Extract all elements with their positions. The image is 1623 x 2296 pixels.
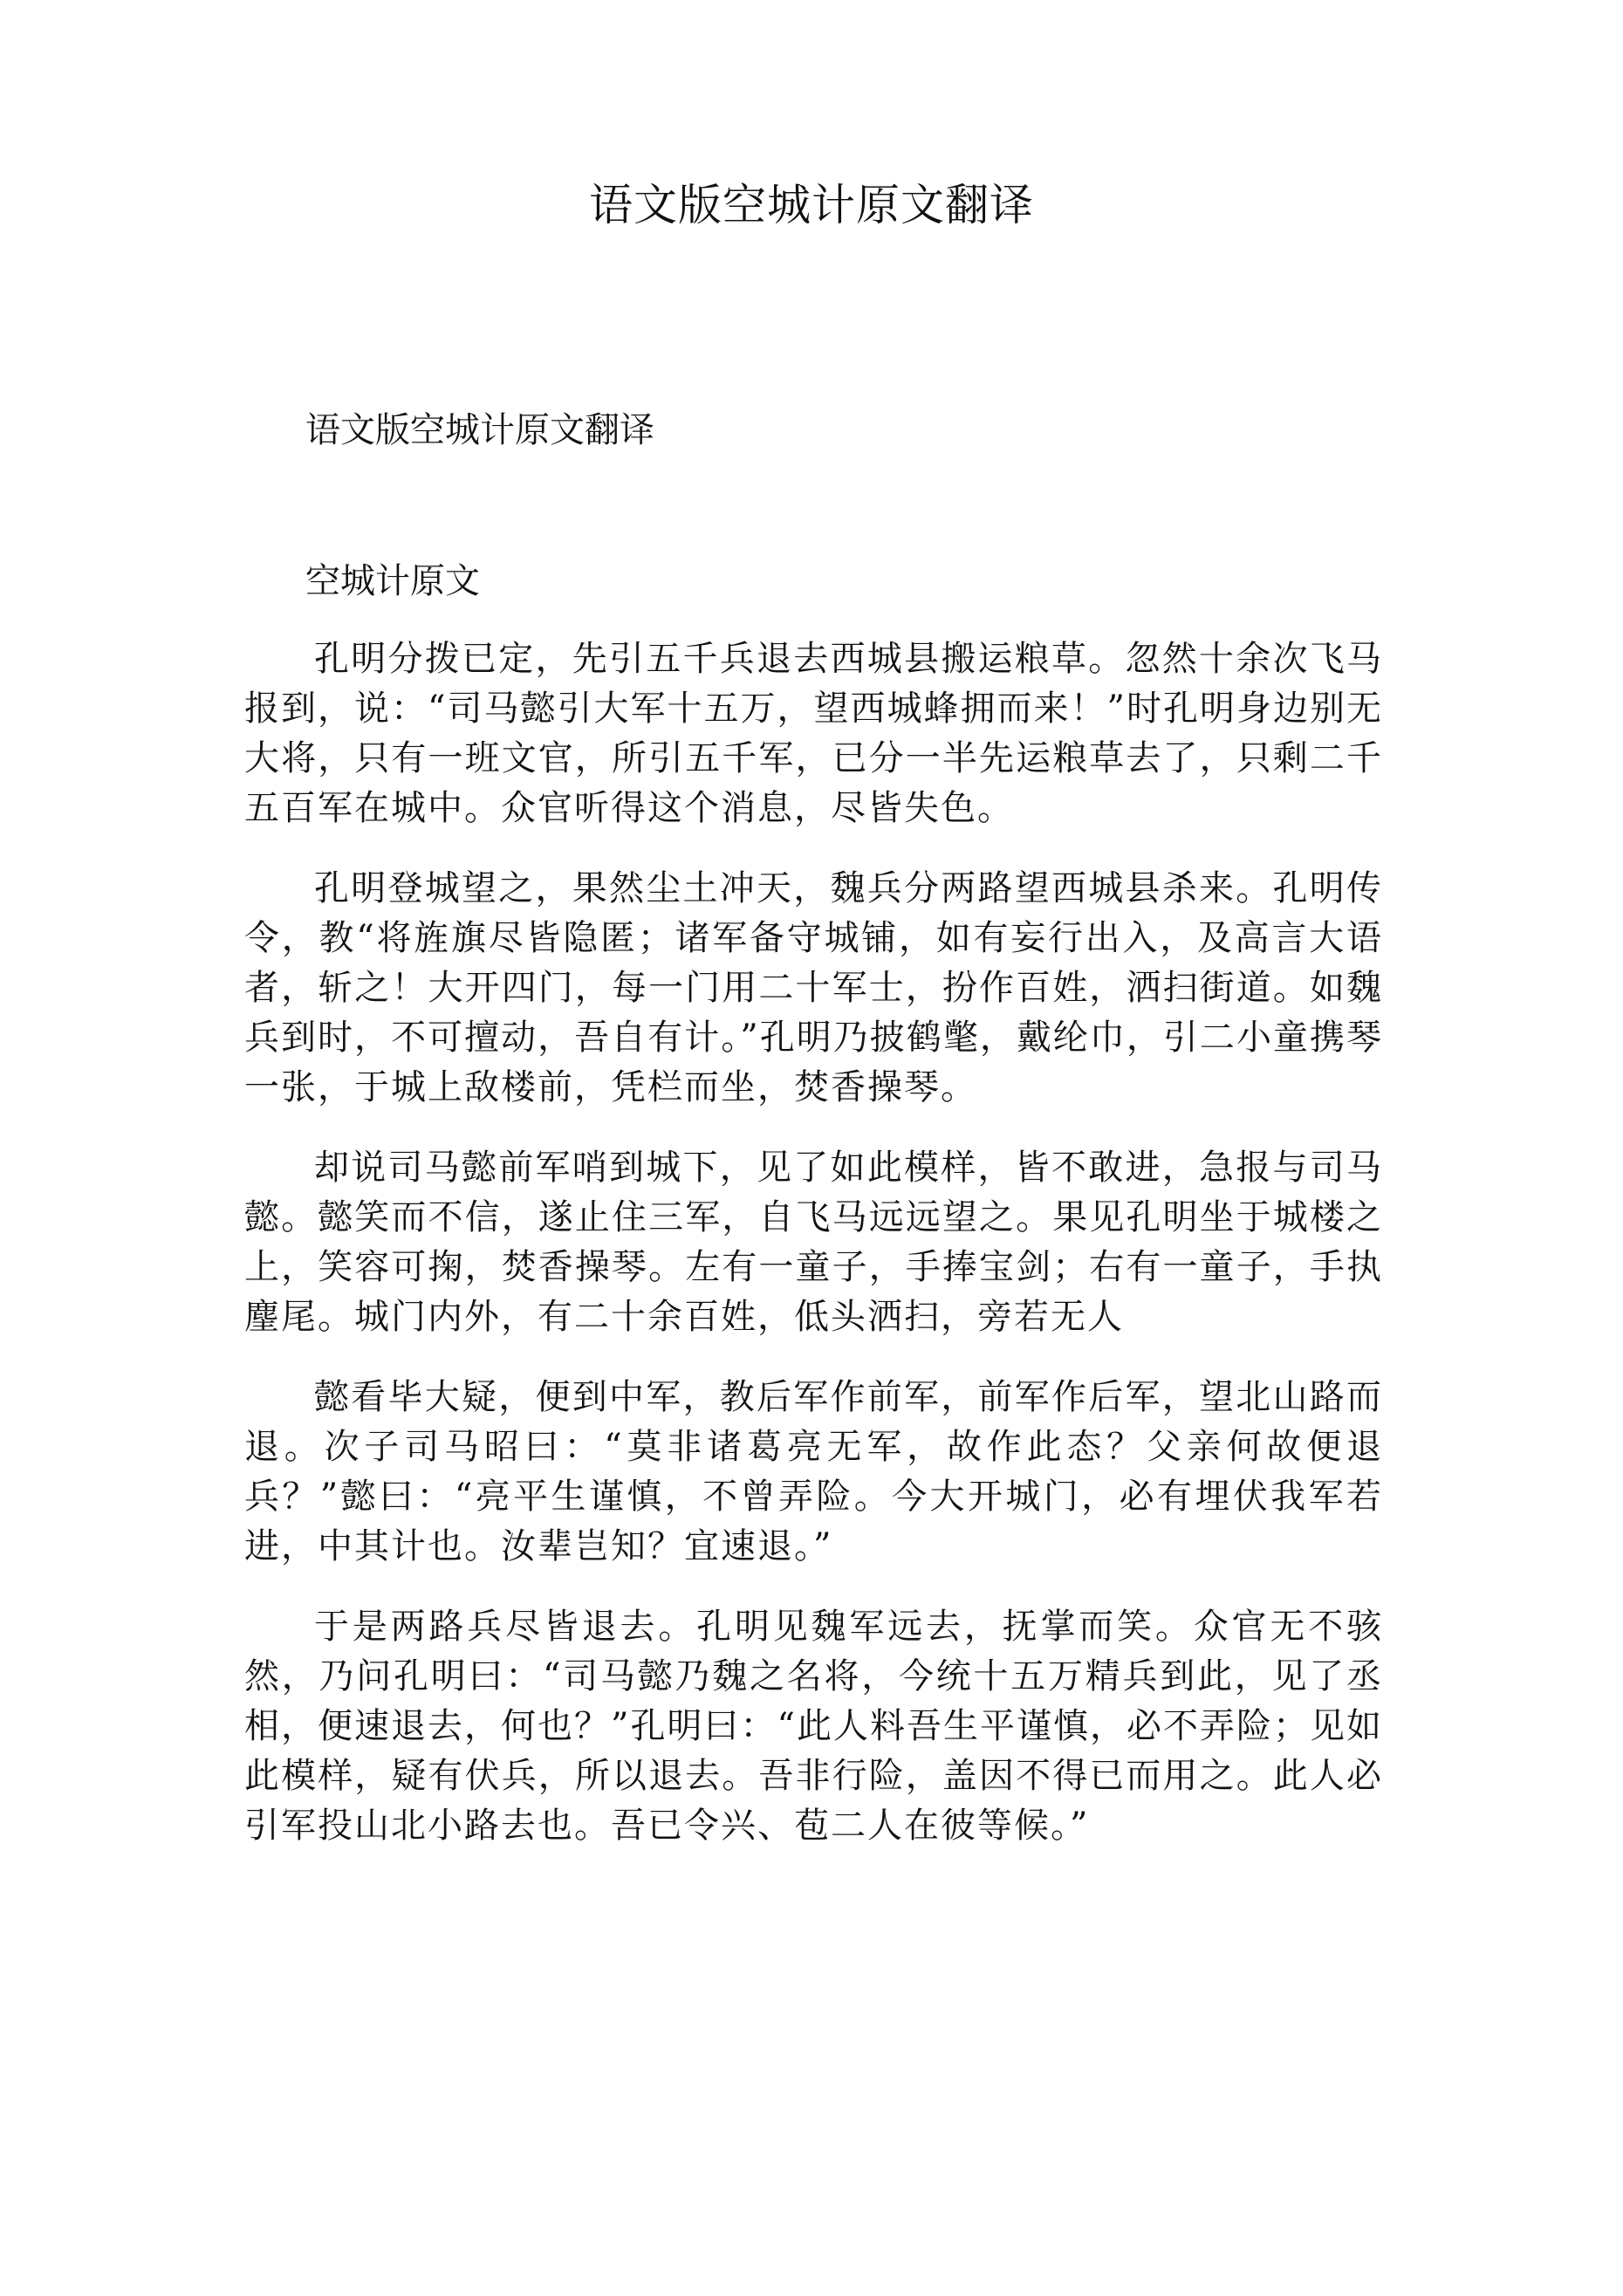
paragraph: 孔明登城望之，果然尘土冲天，魏兵分两路望西城县杀来。孔明传令，教“将旌旗尽皆隐匿；诸军备守城铺，如有妄行出入，及高言大语者，斩之！大开四门，每一门用二十军士，扮作百姓，洒扫街道。如魏兵到时，不可擅动，吾自有计。”孔明乃披鹤氅，戴纶巾，引二小童携琴一张，于城上敌楼前，凭栏而坐，焚香操琴。	[244, 868, 1383, 1107]
document-subtitle: 语文版空城计原文翻译	[305, 410, 654, 450]
section-heading: 空城计原文	[305, 561, 480, 601]
paragraph: 于是两路兵尽皆退去。孔明见魏军远去，抚掌而笑。众官无不骇然，乃问孔明曰：“司马懿乃魏之名将，今统十五万精兵到此，见了丞相，便速退去，何也？”孔明曰：“此人料吾生平谨慎，必不弄险；见如此模样，疑有伏兵，所以退去。吾非行险，盖因不得已而用之。此人必引军投山北小路去也。吾已令兴、苞二人在彼等候。”	[244, 1607, 1383, 1846]
paragraph: 孔明分拨已定，先引五千兵退去西城县搬运粮草。忽然十余次飞马报到，说：“司马懿引大军十五万，望西城蜂拥而来！”时孔明身边别无大将，只有一班文官，所引五千军，已分一半先运粮草去了，只剩二千五百军在城中。众官听得这个消息，尽皆失色。	[244, 639, 1383, 828]
paragraph: 却说司马懿前军哨到城下，见了如此模样，皆不敢进，急报与司马懿。懿笑而不信，遂止住三军，自飞马远远望之。果见孔明坐于城楼之上，笑容可掬，焚香操琴。左有一童子，手捧宝剑；右有一童子，手执麈尾。城门内外，有二十余百姓，低头洒扫，旁若无人	[244, 1148, 1383, 1337]
body-text	[244, 634, 1383, 1881]
paragraph: 懿看毕大疑，便到中军，教后军作前军，前军作后军，望北山路而退。次子司马昭曰：“莫非诸葛亮无军，故作此态？父亲何故便退兵？”懿曰：“亮平生谨慎，不曾弄险。今大开城门，必有埋伏我军若进，中其计也。汝辈岂知？宜速退。”	[244, 1377, 1383, 1566]
document-title: 语文版空城计原文翻译	[589, 180, 1034, 230]
